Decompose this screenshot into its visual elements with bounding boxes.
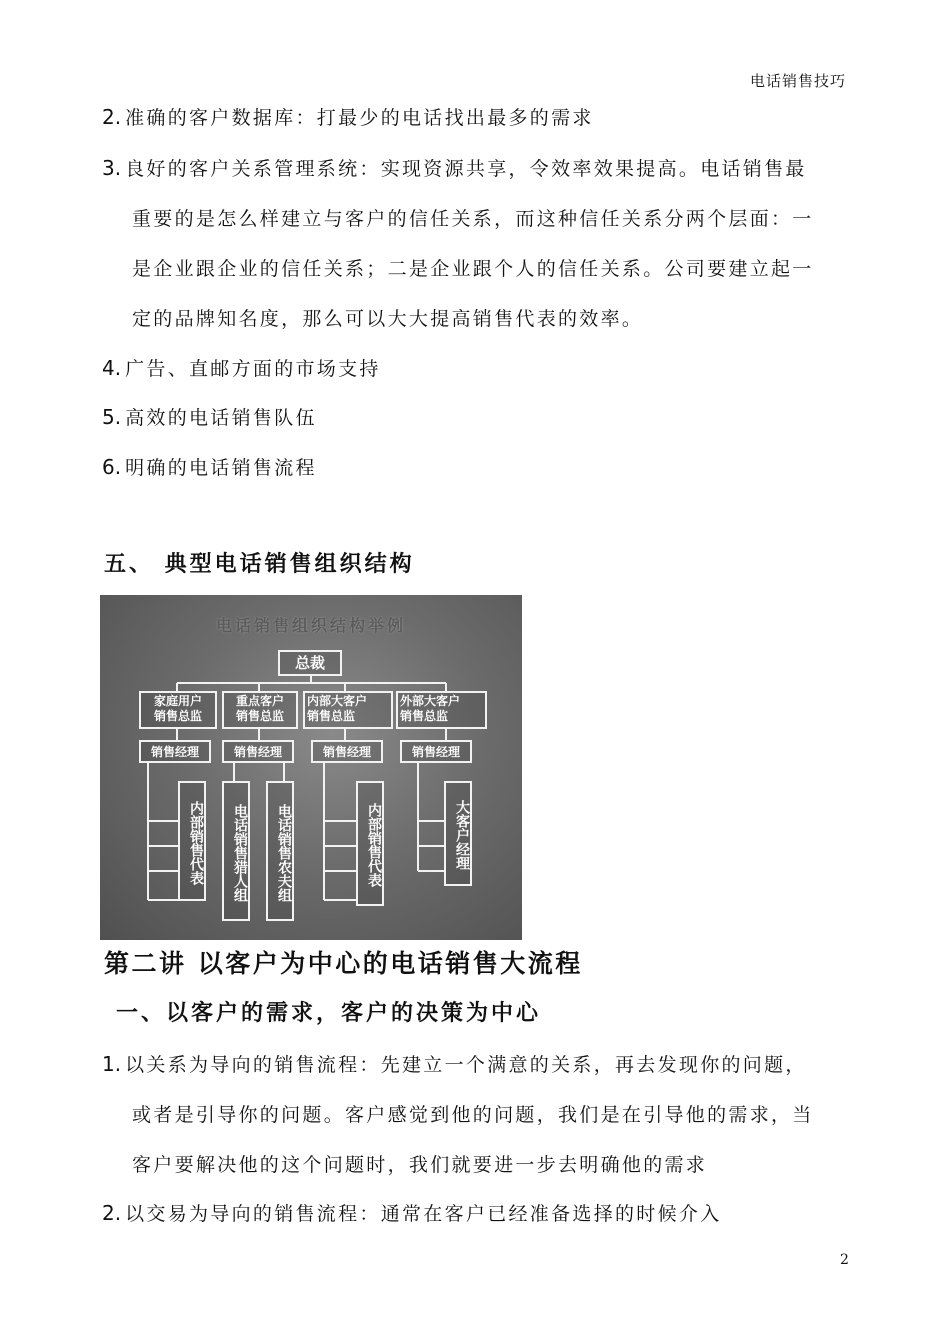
org-box-team: 电话销售猎人组 [222,781,250,921]
org-box-team: 大客户经理 [444,781,472,886]
list-continuation: 重要的是怎么样建立与客户的信任关系，而这种信任关系分两个层面：一 [132,208,814,230]
list-text: 以关系为导向的销售流程：先建立一个满意的关系，再去发现你的问题， [125,1054,807,1076]
list-continuation: 是企业跟企业的信任关系；二是企业跟个人的信任关系。公司要建立起一 [132,258,814,280]
page-number: 2 [840,1252,849,1268]
org-box-director: 内部大客户 销售总监 [303,691,393,729]
list-text: 高效的电话销售队伍 [125,407,317,429]
org-chart-title: 电话销售组织结构举例 [215,616,406,635]
list-text: 准确的客户数据库：打最少的电话找出最多的需求 [125,107,594,129]
org-box-director: 重点客户 销售总监 [222,691,298,729]
list-item [102,453,317,480]
list-number: 4. [102,356,122,380]
org-box-manager: 销售经理 [139,740,211,763]
list-continuation: 或者是引导你的问题。客户感觉到他的问题，我们是在引导他的需求，当 [132,1104,814,1126]
org-chart-connectors [100,595,522,940]
list-text: 良好的客户关系管理系统：实现资源共享，令效率效果提高。电话销售最 [125,158,807,180]
list-number: 5. [102,405,122,429]
list-number: 1. [102,1052,122,1076]
list-continuation: 定的品牌知名度，那么可以大大提高销售代表的效率。 [132,308,644,330]
subsection-heading: 一、以客户的需求，客户的决策为中心 [116,1000,542,1026]
org-box-president: 总裁 [278,650,342,676]
list-text: 明确的电话销售流程 [125,457,317,479]
list-item [102,154,807,181]
list-item [102,1199,722,1226]
org-box-manager: 销售经理 [311,740,383,763]
list-text: 以交易为导向的销售流程：通常在客户已经准备选择的时候介入 [125,1203,722,1225]
list-item [102,354,381,381]
list-continuation: 客户要解决他的这个问题时，我们就要进一步去明确他的需求 [132,1154,708,1176]
org-box-director: 家庭用户 销售总监 [139,691,217,729]
org-box-team: 内部销售代表 [356,781,384,906]
org-box-manager: 销售经理 [222,740,294,763]
lecture-heading: 第二讲 以客户为中心的电话销售大流程 [104,949,583,978]
list-text: 广告、直邮方面的市场支持 [125,358,381,380]
org-box-team: 内部销售代表 [178,781,206,901]
list-number: 2. [102,1201,122,1225]
org-box-team: 电话销售农夫组 [266,781,294,921]
list-item [102,1050,807,1077]
running-header: 电话销售技巧 [749,72,846,90]
list-item [102,403,317,430]
list-number: 2. [102,105,122,129]
list-item [102,103,594,130]
list-number: 3. [102,156,122,180]
org-box-manager: 销售经理 [400,740,472,763]
list-number: 6. [102,455,122,479]
org-box-director: 外部大客户 销售总监 [396,691,487,729]
section-heading: 五、 典型电话销售组织结构 [104,551,415,577]
org-chart-image [100,595,522,940]
